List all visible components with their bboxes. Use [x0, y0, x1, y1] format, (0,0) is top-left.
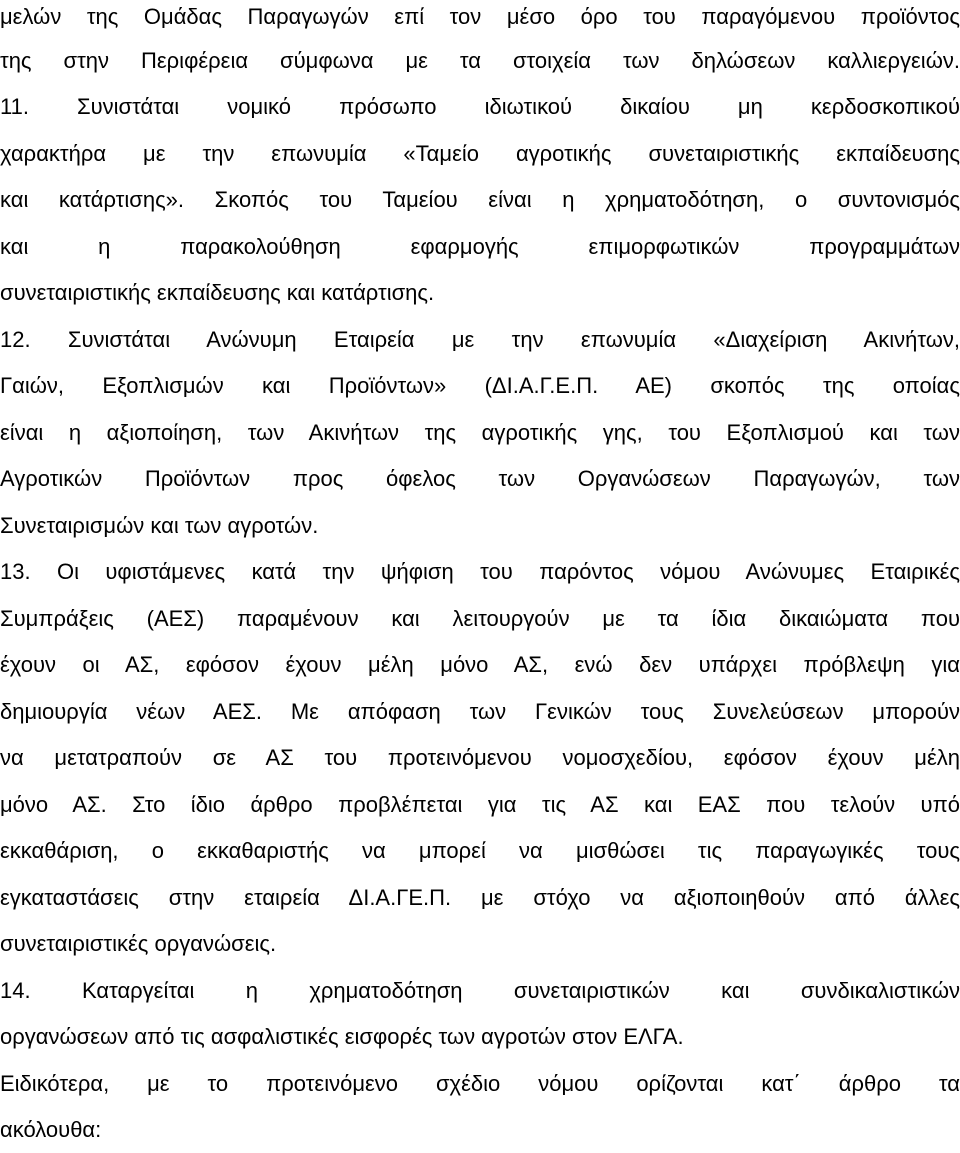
text-line: της στην Περιφέρεια σύμφωνα με τα στοιχεία των δηλώσεων καλλιεργειών. — [0, 48, 960, 73]
text-line: εγκαταστάσεις στην εταιρεία ΔΙ.Α.ΓΕ.Π. με στόχο να αξιοποιηθούν από άλλες — [0, 885, 960, 910]
text-line: μόνο ΑΣ. Στο ίδιο άρθρο προβλέπεται για τις ΑΣ και ΕΑΣ που τελούν υπό — [0, 792, 960, 817]
text-line: μελών της Ομάδας Παραγωγών επί τον μέσο όρο του παραγόμενου προϊόντος — [0, 4, 960, 29]
text-line: ακόλουθα: — [0, 1117, 102, 1142]
text-line: συνεταιριστικής εκπαίδευσης και κατάρτισης. — [0, 280, 435, 305]
text-line: 14. Καταργείται η χρηματοδότηση συνεταιριστικών και συνδικαλιστικών — [0, 978, 960, 1003]
text-line: χαρακτήρα με την επωνυμία «Ταμείο αγροτικής συνεταιριστικής εκπαίδευσης — [0, 141, 960, 166]
text-line: συνεταιριστικές οργανώσεις. — [0, 931, 277, 956]
text-line: Συνεταιρισμών και των αγροτών. — [0, 513, 319, 538]
text-line: Γαιών, Εξοπλισμών και Προϊόντων» (ΔΙ.Α.Γ.Ε.Π. ΑΕ) σκοπός της οποίας — [0, 373, 960, 398]
text-line: να μετατραπούν σε ΑΣ του προτεινόμενου νομοσχεδίου, εφόσον έχουν μέλη — [0, 745, 960, 770]
text-line: και η παρακολούθηση εφαρμογής επιμορφωτικών προγραμμάτων — [0, 234, 960, 259]
text-line: 11. Συνιστάται νομικό πρόσωπο ιδιωτικού δικαίου μη κερδοσκοπικού — [0, 94, 960, 119]
text-line: Συμπράξεις (ΑΕΣ) παραμένουν και λειτουργούν με τα ίδια δικαιώματα που — [0, 606, 960, 631]
text-line: και κατάρτισης». Σκοπός του Ταμείου είναι η χρηματοδότηση, ο συντονισμός — [0, 187, 960, 212]
text-line: δημιουργία νέων ΑΕΣ. Με απόφαση των Γενικών τους Συνελεύσεων μπορούν — [0, 699, 960, 724]
text-line: Αγροτικών Προϊόντων προς όφελος των Οργανώσεων Παραγωγών, των — [0, 466, 960, 491]
text-line: 12. Συνιστάται Ανώνυμη Εταιρεία με την επωνυμία «Διαχείριση Ακινήτων, — [0, 327, 960, 352]
text-line: εκκαθάριση, ο εκκαθαριστής να μπορεί να μισθώσει τις παραγωγικές τους — [0, 838, 960, 863]
text-line: είναι η αξιοποίηση, των Ακινήτων της αγροτικής γης, του Εξοπλισμού και των — [0, 420, 960, 445]
text-line: έχουν οι ΑΣ, εφόσον έχουν μέλη μόνο ΑΣ, ενώ δεν υπάρχει πρόβλεψη για — [0, 652, 960, 677]
text-line: οργανώσεων από τις ασφαλιστικές εισφορές των αγροτών στον ΕΛΓΑ. — [0, 1024, 684, 1049]
text-line: 13. Οι υφιστάμενες κατά την ψήφιση του παρόντος νόμου Ανώνυμες Εταιρικές — [0, 559, 960, 584]
text-line: Ειδικότερα, με το προτεινόμενο σχέδιο νόμου ορίζονται κατ΄ άρθρο τα — [0, 1071, 960, 1096]
